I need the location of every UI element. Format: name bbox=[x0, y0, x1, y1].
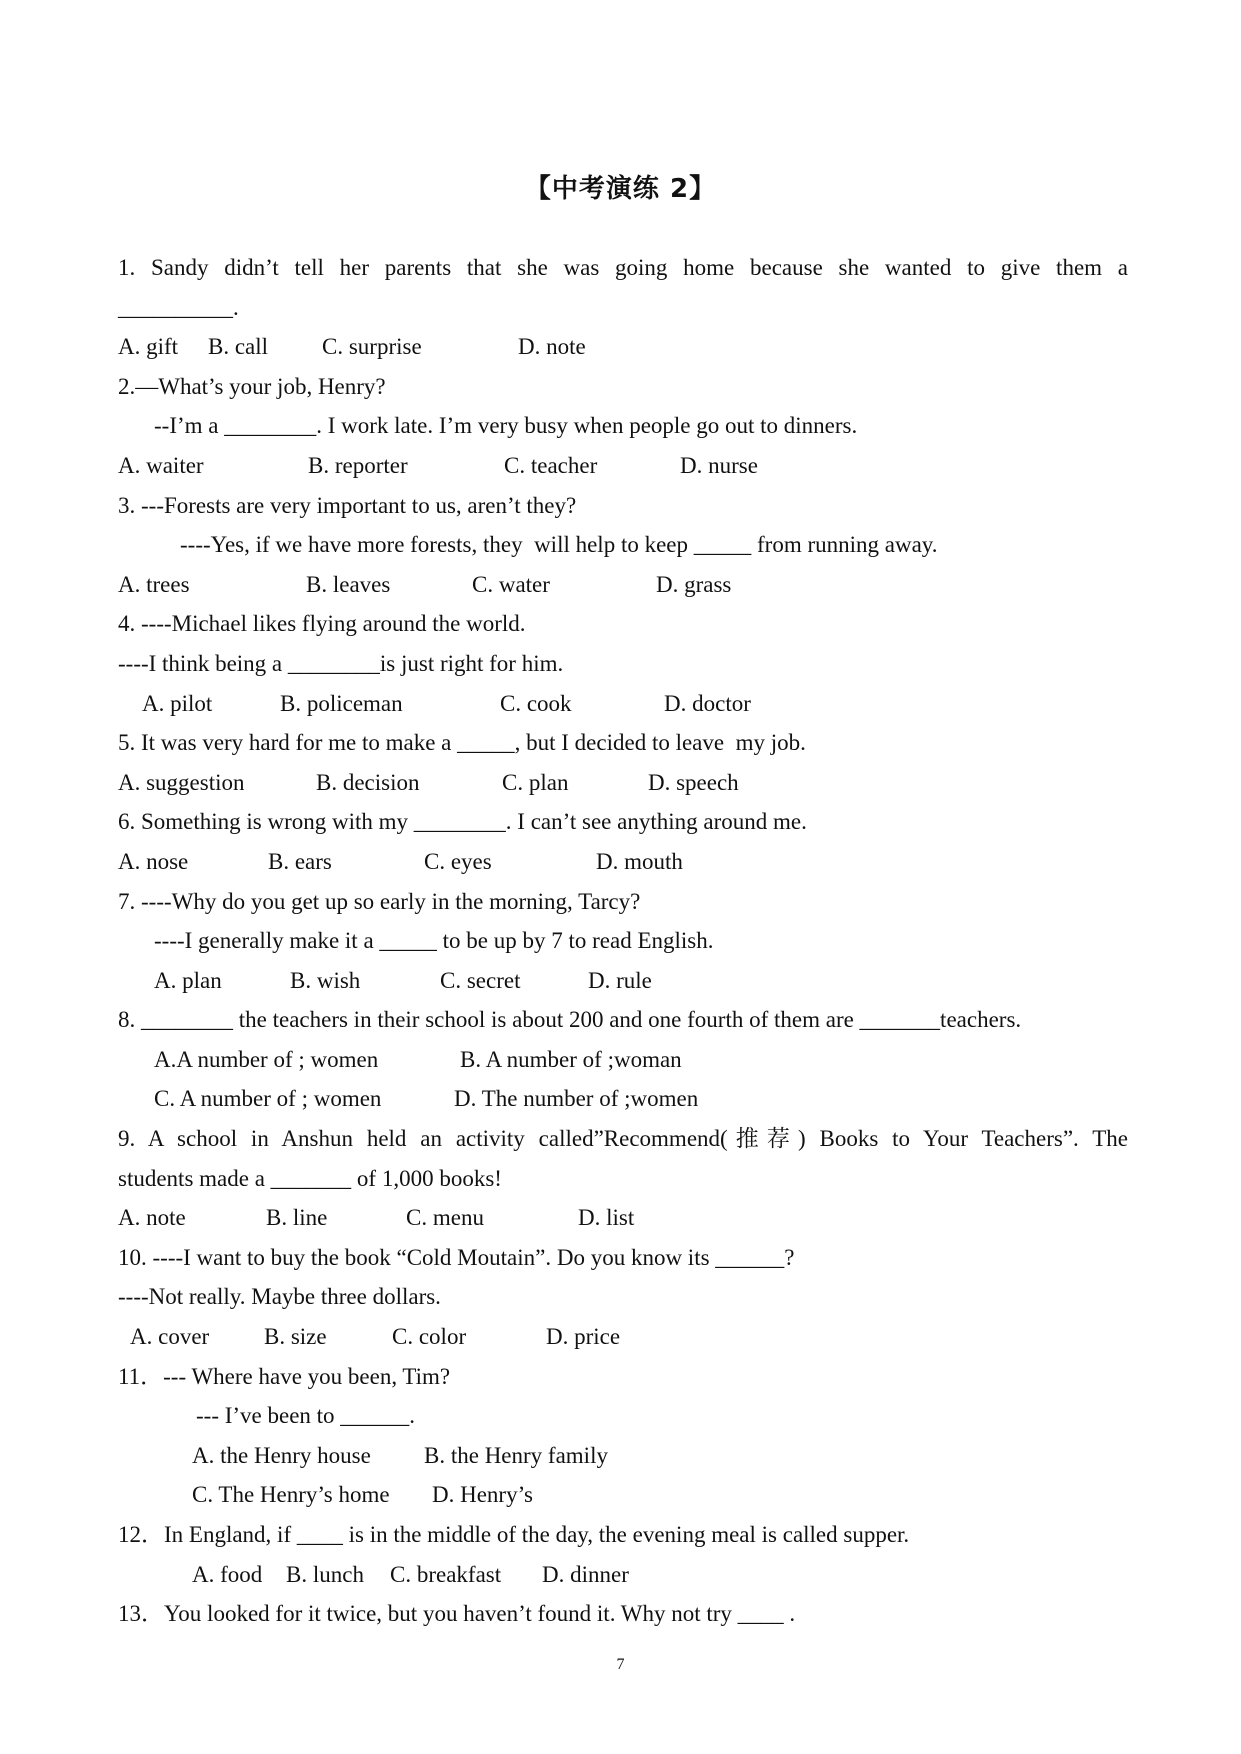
option-b: B. wish bbox=[290, 967, 361, 993]
option-d: D. note bbox=[518, 334, 586, 360]
option-c: C. eyes bbox=[424, 848, 492, 874]
option-d: D. The number of ;women bbox=[454, 1086, 699, 1112]
question-4-reply: ----I think being a ________is just right for him. bbox=[118, 650, 564, 676]
option-b: B. policeman bbox=[280, 690, 403, 716]
question-12-options bbox=[118, 1555, 1128, 1595]
page-title: 【中考演练 2】 bbox=[524, 174, 717, 204]
question-3-options bbox=[118, 565, 1128, 605]
option-c: C. breakfast bbox=[390, 1561, 502, 1587]
option-a: A. gift bbox=[118, 334, 179, 360]
question-10-reply: ----Not really. Maybe three dollars. bbox=[118, 1284, 441, 1310]
option-d: D. rule bbox=[588, 967, 652, 993]
option-d: D. grass bbox=[656, 571, 732, 597]
option-c: C. water bbox=[472, 571, 550, 597]
option-a: A. food bbox=[192, 1561, 263, 1587]
option-b: B. leaves bbox=[306, 571, 391, 597]
question-8-text: 8. ________ the teachers in their school is about 200 and one fourth of them are _______teachers. bbox=[118, 1007, 1022, 1033]
page-number: 7 bbox=[616, 1656, 625, 1673]
question-7-text: 7. ----Why do you get up so early in the morning, Tarcy? bbox=[118, 888, 641, 914]
question-3-reply: ----Yes, if we have more forests, they will help to keep _____ from running away. bbox=[180, 532, 938, 558]
question-5-text: 5. It was very hard for me to make a _____, but I decided to leave my job. bbox=[118, 730, 806, 756]
option-a: A. waiter bbox=[118, 452, 204, 478]
option-b: B. lunch bbox=[286, 1561, 364, 1587]
option-d: D. dinner bbox=[542, 1561, 629, 1587]
option-b: B. reporter bbox=[308, 452, 408, 478]
question-1-text: 1. Sandy didn’t tell her parents that she was going home because she wanted to give them a bbox=[118, 255, 1128, 280]
option-c: C. cook bbox=[500, 690, 572, 716]
option-c: C. plan bbox=[502, 769, 569, 795]
option-d: D. nurse bbox=[680, 452, 758, 478]
question-8-options-row-1 bbox=[118, 1040, 1128, 1080]
option-c: C. menu bbox=[406, 1205, 484, 1231]
option-b: B. size bbox=[264, 1324, 327, 1350]
option-c: C. teacher bbox=[504, 452, 598, 478]
option-d: D. doctor bbox=[664, 690, 751, 716]
question-1-options bbox=[118, 327, 1128, 367]
question-2-options bbox=[118, 446, 1128, 486]
option-a: A.A number of ; women bbox=[154, 1046, 379, 1072]
option-a: A. trees bbox=[118, 571, 190, 597]
option-b: B. line bbox=[266, 1205, 328, 1231]
question-6-text: 6. Something is wrong with my ________. I can’t see anything around me. bbox=[118, 809, 807, 835]
question-2-reply: --I’m a ________. I work late. I’m very busy when people go out to dinners. bbox=[154, 413, 858, 439]
option-c: C. surprise bbox=[322, 334, 422, 360]
option-d: D. list bbox=[578, 1205, 635, 1231]
question-10-options bbox=[118, 1317, 1128, 1357]
question-9-text: 9. A school in Anshun held an activity called”Recommend(推荐) Books to Your Teachers”. The bbox=[118, 1126, 1128, 1152]
question-1-text-cont: __________. bbox=[118, 294, 239, 320]
option-a: A. pilot bbox=[142, 690, 213, 716]
question-4-options bbox=[118, 684, 1128, 724]
option-a: A. plan bbox=[154, 967, 222, 993]
question-12-text: 12．In England, if ____ is in the middle of the day, the evening meal is called supper. bbox=[118, 1522, 910, 1547]
option-d: D. price bbox=[546, 1324, 621, 1350]
option-a: A. cover bbox=[130, 1324, 210, 1350]
option-a: A. the Henry house bbox=[192, 1442, 371, 1468]
question-9-text-cont: students made a _______ of 1,000 books! bbox=[118, 1165, 502, 1191]
option-c: C. secret bbox=[440, 967, 521, 993]
option-b: B. call bbox=[208, 334, 269, 360]
question-3-text: 3. ---Forests are very important to us, aren’t they? bbox=[118, 492, 577, 518]
option-b: B. decision bbox=[316, 769, 420, 795]
question-13-text: 13．You looked for it twice, but you haven’t found it. Why not try ____ . bbox=[118, 1601, 796, 1627]
question-list bbox=[118, 248, 1128, 1634]
option-c: C. The Henry’s home bbox=[192, 1482, 390, 1508]
question-11-reply: --- I’ve been to ______. bbox=[196, 1403, 416, 1429]
question-11-options-row-1 bbox=[118, 1436, 1128, 1476]
question-6-options bbox=[118, 842, 1128, 882]
question-4-text: 4. ----Michael likes flying around the world. bbox=[118, 611, 526, 637]
question-7-reply: ----I generally make it a _____ to be up by 7 to read English. bbox=[154, 928, 714, 954]
question-8-options-row-2 bbox=[118, 1079, 1128, 1119]
option-d: D. Henry’s bbox=[432, 1482, 533, 1508]
question-5-options bbox=[118, 763, 1128, 803]
question-7-options bbox=[118, 961, 1128, 1001]
option-a: A. note bbox=[118, 1205, 186, 1231]
option-c: C. A number of ; women bbox=[154, 1086, 382, 1112]
option-d: D. speech bbox=[648, 769, 739, 795]
option-a: A. suggestion bbox=[118, 769, 245, 795]
option-b: B. the Henry family bbox=[424, 1442, 608, 1468]
question-11-text: 11．--- Where have you been, Tim? bbox=[118, 1363, 451, 1389]
option-a: A. nose bbox=[118, 848, 189, 874]
question-10-text: 10. ----I want to buy the book “Cold Moutain”. Do you know its ______? bbox=[118, 1244, 795, 1270]
question-11-options-row-2 bbox=[118, 1475, 1128, 1515]
question-9-options bbox=[118, 1198, 1128, 1238]
option-c: C. color bbox=[392, 1324, 467, 1350]
option-b: B. A number of ;woman bbox=[460, 1046, 682, 1072]
option-b: B. ears bbox=[268, 848, 332, 874]
option-d: D. mouth bbox=[596, 848, 683, 874]
question-2-text: 2.—What’s your job, Henry? bbox=[118, 373, 386, 399]
